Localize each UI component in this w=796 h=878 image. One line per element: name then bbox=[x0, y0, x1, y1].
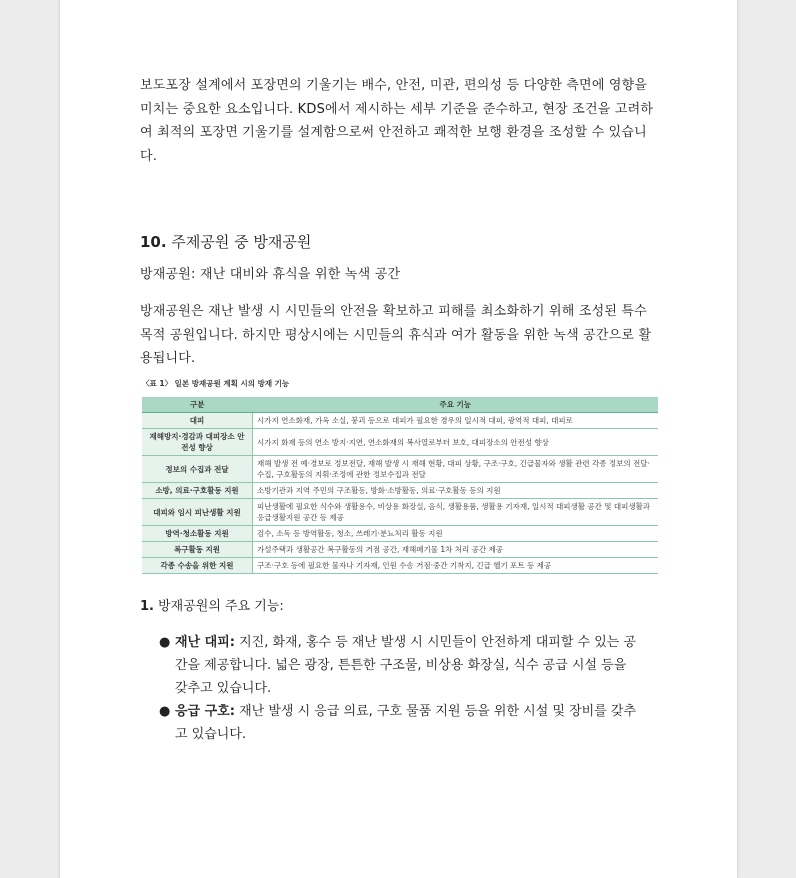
function-cell: 검수, 소독 등 방역활동, 청소, 쓰레기·분뇨처리 활동 지원 bbox=[253, 526, 659, 542]
table-row bbox=[142, 558, 658, 574]
table-caption: 〈표 1〉 일본 방재공원 계획 시의 방재 기능 bbox=[142, 379, 290, 388]
function-cell: 구조·구호 등에 필요한 물자나 기자재, 인원 수송 거점·중간 기착지, 긴급 헬기 포트 등 제공 bbox=[253, 558, 659, 574]
bullet-icon: ● bbox=[159, 704, 171, 719]
category-cell: 방역·청소활동 지원 bbox=[142, 526, 253, 542]
table-row bbox=[142, 456, 658, 483]
section-heading bbox=[140, 231, 660, 252]
function-cell: 피난생활에 필요한 식수와 생활용수, 비상용 화장실, 음식, 생활용품, 생활용 기자재, 일시적 대피생활 공간 및 대피생활과 응급생활지원 공간 등 제공 bbox=[253, 499, 659, 526]
list-item bbox=[140, 700, 640, 746]
list-item bbox=[140, 631, 640, 700]
bullet-term: 재난 대피: bbox=[175, 635, 235, 650]
table-row bbox=[142, 499, 658, 526]
subtitle: 방재공원: 재난 대비와 휴식을 위한 녹색 공간 bbox=[140, 267, 401, 282]
category-cell: 대피 bbox=[142, 413, 253, 429]
section-number: 10. bbox=[140, 233, 167, 251]
table-figure bbox=[142, 378, 658, 574]
list-number: 1. bbox=[140, 599, 154, 614]
table-header: 구분 bbox=[142, 397, 253, 413]
intro-paragraph bbox=[140, 74, 660, 168]
category-cell: 정보의 수집과 전달 bbox=[142, 456, 253, 483]
category-cell: 재해방지·경감과 대피장소 안전성 향상 bbox=[142, 429, 253, 456]
disaster-function-table bbox=[142, 397, 658, 574]
function-cell: 소방기관과 지역 주민의 구조활동, 방화·소방활동, 의료·구호활동 등의 지원 bbox=[253, 483, 659, 499]
function-cell: 시가지 화재 등의 연소 방지·지연, 연소화재의 복사열로부터 보호, 대피장소의 안전성 향상 bbox=[253, 429, 659, 456]
section-title: 주제공원 중 방재공원 bbox=[171, 233, 312, 251]
list-heading bbox=[140, 595, 660, 614]
function-cell: 시가지 연소화재, 가옥 소실, 붕괴 등으로 대피가 필요한 경우의 일시적 대피, 광역적 대피, 대피로 bbox=[253, 413, 659, 429]
table-row bbox=[142, 413, 658, 429]
category-cell: 소방, 의료·구호활동 지원 bbox=[142, 483, 253, 499]
bullet-text: 재난 발생 시 응급 의료, 구호 물품 지원 등을 위한 시설 및 장비를 갖추고 있습니다. bbox=[175, 704, 637, 742]
category-cell: 각종 수송을 위한 지원 bbox=[142, 558, 253, 574]
table-row bbox=[142, 429, 658, 456]
category-cell: 복구활동 지원 bbox=[142, 542, 253, 558]
bullet-term: 응급 구호: bbox=[175, 704, 235, 719]
bullet-icon: ● bbox=[159, 635, 171, 650]
function-cell: 재해 발생 전 예·경보로 정보전달, 재해 발생 시 재해 현황, 대피 상황, 구조·구호, 긴급물자와 생활 관련 각종 정보의 전달·수집, 구호활동의 지휘·조정에 관한 정보수집과 전달 bbox=[253, 456, 659, 483]
body-paragraph: 방재공원은 재난 발생 시 시민들의 안전을 확보하고 피해를 최소화하기 위해 조성된 특수 목적 공원입니다. 하지만 평상시에는 시민들의 휴식과 여가 활동을 위한 녹색 공간으로 활용됩니다. bbox=[140, 304, 652, 366]
category-cell: 대피와 임시 피난생활 지원 bbox=[142, 499, 253, 526]
table-row bbox=[142, 483, 658, 499]
bullet-text: 지진, 화재, 홍수 등 재난 발생 시 시민들이 안전하게 대피할 수 있는 공간을 제공합니다. 넓은 광장, 튼튼한 구조물, 비상용 화장실, 식수 공급 시설 등을 갖추고 있습니다. bbox=[175, 635, 637, 696]
table-row bbox=[142, 526, 658, 542]
table-row bbox=[142, 542, 658, 558]
table-header: 주요 기능 bbox=[253, 397, 659, 413]
intro-text: 보도포장 설계에서 포장면의 기울기는 배수, 안전, 미관, 편의성 등 다양한 측면에 영향을 미치는 중요한 요소입니다. KDS에서 제시하는 세부 기준을 준수하고, 현장 조건을 고려하여 최적의 포장면 기울기를 설계함으로써 안전하고 쾌적한 보행 환경을 조성할 수 있습니다. bbox=[140, 78, 654, 164]
list-title: 방재공원의 주요 기능: bbox=[158, 599, 284, 614]
function-cell: 가설주택과 생활공간 복구활동의 거점 공간, 재해폐기물 1차 처리 공간 제공 bbox=[253, 542, 659, 558]
document-page bbox=[60, 0, 737, 878]
function-list bbox=[140, 631, 640, 746]
